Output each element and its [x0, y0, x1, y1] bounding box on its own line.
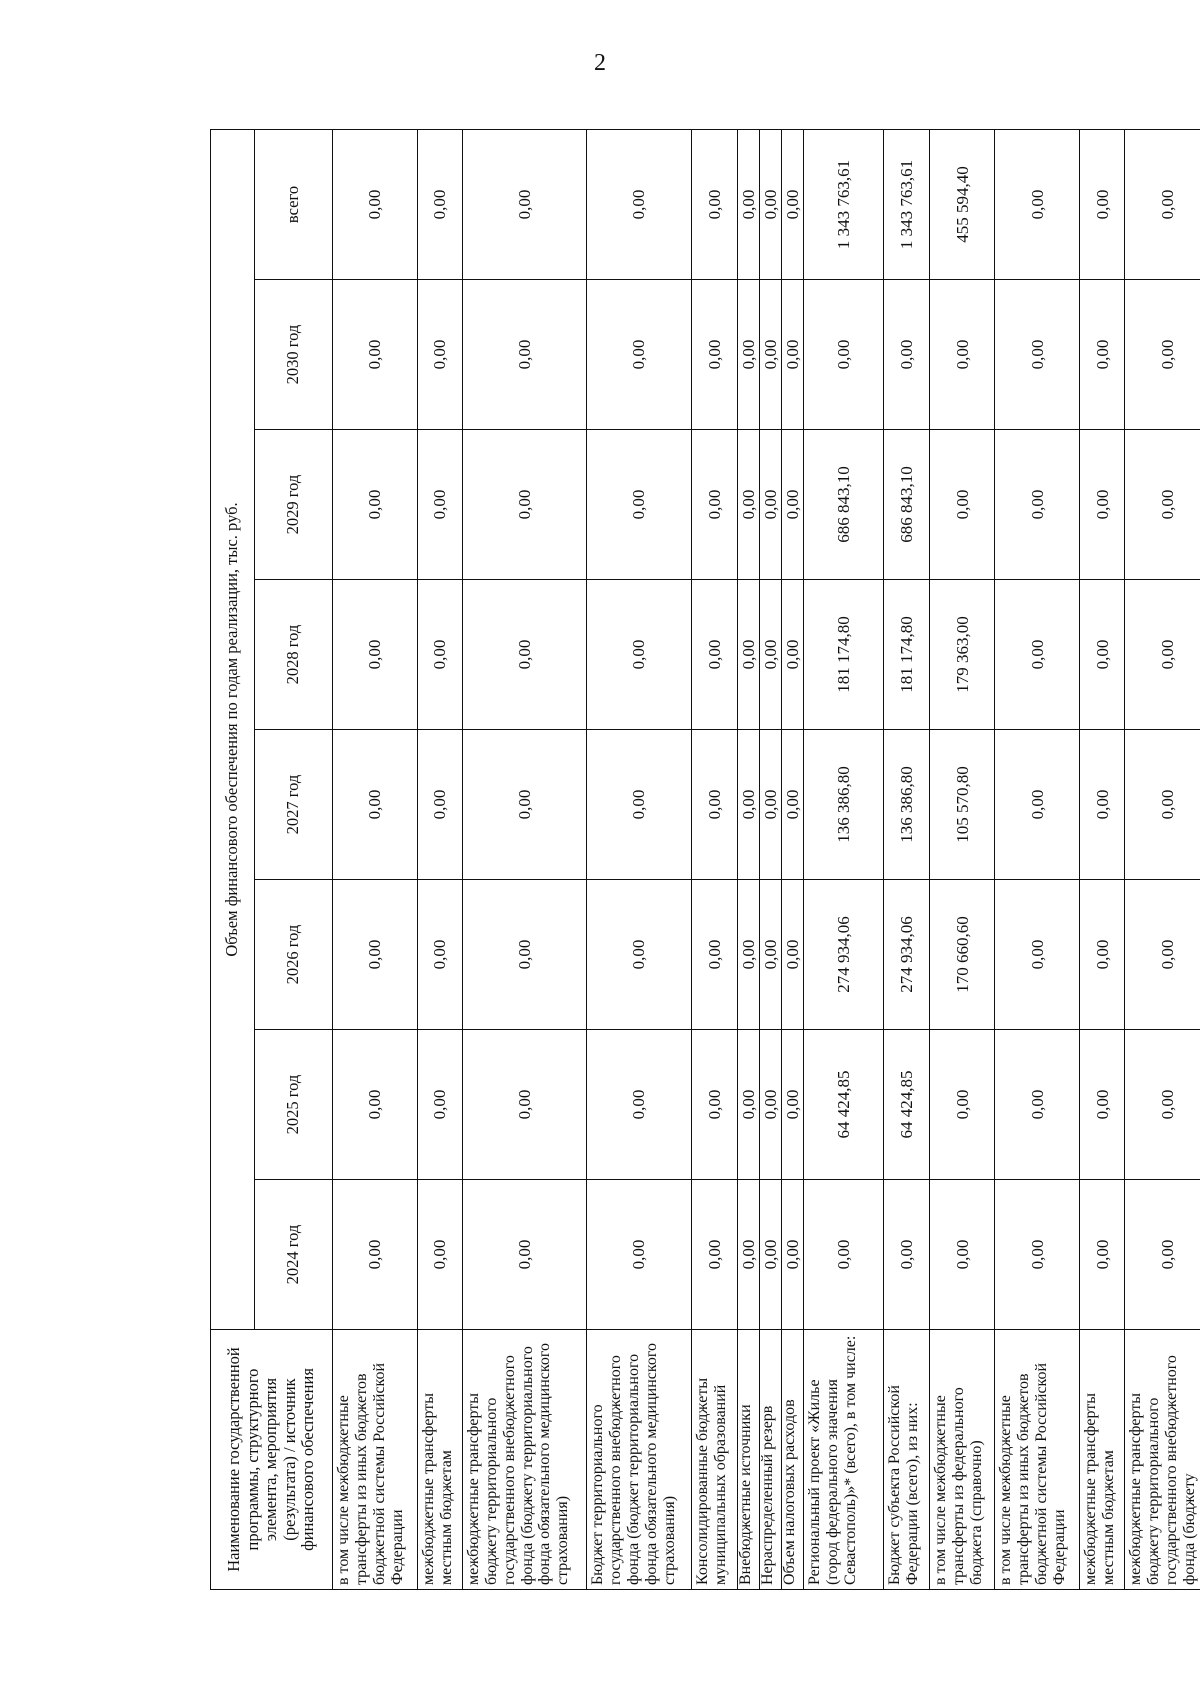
cell-total: 0,00 — [1080, 130, 1125, 280]
cell-value: 0,00 — [691, 730, 737, 880]
header-year: 2030 год — [255, 280, 333, 430]
cell-value: 0,00 — [587, 430, 692, 580]
cell-total: 0,00 — [417, 130, 462, 280]
cell-value: 0,00 — [587, 880, 692, 1030]
cell-value: 0,00 — [995, 880, 1080, 1030]
cell-value: 0,00 — [417, 430, 462, 580]
cell-value: 0,00 — [930, 1180, 995, 1330]
header-year: 2029 год — [255, 430, 333, 580]
table-row — [884, 130, 930, 1590]
rotated-table-container — [210, 130, 1200, 1590]
cell-value: 0,00 — [462, 1180, 586, 1330]
header-total: всего — [255, 130, 333, 280]
cell-value: 0,00 — [782, 1180, 804, 1330]
table-row — [691, 130, 737, 1590]
row-label: в том числе межбюджетные трансферты из иных бюджетов бюджетной системы Российской Федерации — [333, 1330, 418, 1590]
row-label: в том числе межбюджетные трансферты из федерального бюджета (справочно) — [930, 1330, 995, 1590]
cell-value: 0,00 — [417, 280, 462, 430]
table-row — [333, 130, 418, 1590]
cell-value: 0,00 — [1125, 580, 1200, 730]
cell-value: 0,00 — [782, 730, 804, 880]
cell-value: 181 174,80 — [884, 580, 930, 730]
cell-value: 0,00 — [738, 580, 760, 730]
cell-value: 0,00 — [1125, 430, 1200, 580]
table-row — [1080, 130, 1125, 1590]
cell-total: 455 594,40 — [930, 130, 995, 280]
row-label: Бюджет территориального государственного внебюджетного фонда (бюджет территориального фонда обязательного медицинского страхования) — [587, 1330, 692, 1590]
row-label: Внебюджетные источники — [738, 1330, 760, 1590]
cell-value: 0,00 — [1125, 880, 1200, 1030]
table-row — [995, 130, 1080, 1590]
cell-value: 0,00 — [333, 580, 418, 730]
cell-value: 0,00 — [417, 880, 462, 1030]
cell-value: 0,00 — [462, 580, 586, 730]
cell-value: 0,00 — [1080, 580, 1125, 730]
cell-value: 0,00 — [1080, 730, 1125, 880]
row-label: Объем налоговых расходов — [782, 1330, 804, 1590]
cell-value: 136 386,80 — [884, 730, 930, 880]
cell-total: 0,00 — [462, 130, 586, 280]
row-label: Бюджет субъекта Российской Федерации (всего), из них: — [884, 1330, 930, 1590]
cell-value: 0,00 — [738, 730, 760, 880]
cell-total: 0,00 — [333, 130, 418, 280]
cell-value: 64 424,85 — [804, 1030, 884, 1180]
row-label: Консолидированные бюджеты муниципальных образований — [691, 1330, 737, 1590]
page-number: 2 — [594, 50, 606, 76]
table-row — [587, 130, 692, 1590]
cell-value: 0,00 — [884, 1180, 930, 1330]
cell-value: 0,00 — [333, 430, 418, 580]
row-label: межбюджетные трансферты бюджету территориального государственного внебюджетного фонда (бюджету — [1125, 1330, 1200, 1590]
cell-value: 64 424,85 — [884, 1030, 930, 1180]
cell-value: 0,00 — [738, 1180, 760, 1330]
cell-value: 0,00 — [804, 280, 884, 430]
cell-value: 0,00 — [1080, 280, 1125, 430]
cell-value: 0,00 — [587, 1180, 692, 1330]
cell-value: 0,00 — [691, 880, 737, 1030]
cell-value: 0,00 — [995, 430, 1080, 580]
cell-value: 0,00 — [738, 880, 760, 1030]
table-row — [930, 130, 995, 1590]
cell-total: 0,00 — [738, 130, 760, 280]
cell-value: 0,00 — [333, 1180, 418, 1330]
row-label: Нераспределенный резерв — [760, 1330, 782, 1590]
row-label: межбюджетные трансферты бюджету территориального государственного внебюджетного фонда (бюджету территориального фонда обязательного медицинского страхования) — [462, 1330, 586, 1590]
cell-value: 0,00 — [760, 730, 782, 880]
cell-value: 0,00 — [738, 430, 760, 580]
cell-value: 0,00 — [333, 880, 418, 1030]
cell-value: 0,00 — [782, 280, 804, 430]
cell-value: 0,00 — [782, 580, 804, 730]
cell-value: 0,00 — [804, 1180, 884, 1330]
cell-value: 179 363,00 — [930, 580, 995, 730]
table-row — [760, 130, 782, 1590]
cell-value: 0,00 — [462, 730, 586, 880]
cell-value: 0,00 — [691, 1030, 737, 1180]
table-row — [417, 130, 462, 1590]
header-financing-group: Объем финансового обеспечения по годам реализации, тыс. руб. — [211, 130, 255, 1330]
table-row — [804, 130, 884, 1590]
header-year: 2024 год — [255, 1180, 333, 1330]
cell-value: 136 386,80 — [804, 730, 884, 880]
cell-value: 0,00 — [462, 430, 586, 580]
cell-value: 0,00 — [760, 280, 782, 430]
cell-value: 0,00 — [587, 280, 692, 430]
cell-value: 0,00 — [587, 1030, 692, 1180]
cell-value: 181 174,80 — [804, 580, 884, 730]
cell-value: 0,00 — [417, 1180, 462, 1330]
cell-value: 0,00 — [1080, 880, 1125, 1030]
cell-value: 0,00 — [884, 280, 930, 430]
cell-value: 0,00 — [691, 280, 737, 430]
header-year: 2027 год — [255, 730, 333, 880]
cell-value: 0,00 — [333, 1030, 418, 1180]
cell-value: 0,00 — [1080, 1180, 1125, 1330]
cell-total: 1 343 763,61 — [804, 130, 884, 280]
row-label: межбюджетные трансферты местным бюджетам — [417, 1330, 462, 1590]
cell-value: 0,00 — [738, 1030, 760, 1180]
table-row — [738, 130, 760, 1590]
cell-value: 0,00 — [1080, 430, 1125, 580]
header-name-column: Наименование государственной программы, структурного элемента, мероприятия (результата) / источник финансового обеспечения — [211, 1330, 333, 1590]
cell-value: 0,00 — [417, 1030, 462, 1180]
cell-total: 0,00 — [691, 130, 737, 280]
header-year: 2025 год — [255, 1030, 333, 1180]
cell-value: 0,00 — [760, 1180, 782, 1330]
table-row — [782, 130, 804, 1590]
cell-total: 1 343 763,61 — [884, 130, 930, 280]
cell-value: 0,00 — [1125, 1030, 1200, 1180]
header-year: 2028 год — [255, 580, 333, 730]
cell-value: 0,00 — [1125, 280, 1200, 430]
row-label: Региональный проект «Жилье (город федерального значения Севастополь)»* (всего), в том числе: — [804, 1330, 884, 1590]
cell-total: 0,00 — [760, 130, 782, 280]
cell-value: 0,00 — [995, 1180, 1080, 1330]
cell-value: 686 843,10 — [884, 430, 930, 580]
cell-value: 0,00 — [930, 1030, 995, 1180]
cell-value: 0,00 — [691, 430, 737, 580]
header-year: 2026 год — [255, 880, 333, 1030]
cell-value: 0,00 — [462, 1030, 586, 1180]
cell-value: 686 843,10 — [804, 430, 884, 580]
cell-value: 0,00 — [462, 880, 586, 1030]
table-row — [1125, 130, 1200, 1590]
cell-value: 0,00 — [782, 880, 804, 1030]
cell-value: 0,00 — [417, 730, 462, 880]
cell-value: 0,00 — [760, 1030, 782, 1180]
cell-value: 0,00 — [760, 430, 782, 580]
cell-value: 0,00 — [587, 730, 692, 880]
cell-value: 0,00 — [995, 1030, 1080, 1180]
cell-value: 0,00 — [417, 580, 462, 730]
cell-value: 0,00 — [995, 280, 1080, 430]
cell-value: 0,00 — [760, 880, 782, 1030]
cell-value: 0,00 — [333, 730, 418, 880]
cell-value: 0,00 — [782, 430, 804, 580]
cell-value: 274 934,06 — [804, 880, 884, 1030]
cell-value: 0,00 — [691, 1180, 737, 1330]
cell-value: 0,00 — [995, 580, 1080, 730]
cell-value: 0,00 — [760, 580, 782, 730]
table-body — [333, 130, 1200, 1590]
cell-value: 0,00 — [691, 580, 737, 730]
cell-total: 0,00 — [782, 130, 804, 280]
cell-value: 274 934,06 — [884, 880, 930, 1030]
cell-value: 0,00 — [333, 280, 418, 430]
cell-value: 0,00 — [738, 280, 760, 430]
cell-value: 0,00 — [1125, 1180, 1200, 1330]
cell-value: 105 570,80 — [930, 730, 995, 880]
cell-value: 0,00 — [995, 730, 1080, 880]
cell-value: 0,00 — [1125, 730, 1200, 880]
financing-table — [210, 129, 1200, 1590]
cell-value: 0,00 — [587, 580, 692, 730]
cell-total: 0,00 — [1125, 130, 1200, 280]
cell-value: 0,00 — [782, 1030, 804, 1180]
cell-value: 0,00 — [930, 430, 995, 580]
row-label: в том числе межбюджетные трансферты из иных бюджетов бюджетной системы Российской Федерации — [995, 1330, 1080, 1590]
table-row — [462, 130, 586, 1590]
cell-value: 170 660,60 — [930, 880, 995, 1030]
cell-total: 0,00 — [587, 130, 692, 280]
row-label: межбюджетные трансферты местным бюджетам — [1080, 1330, 1125, 1590]
cell-value: 0,00 — [930, 280, 995, 430]
cell-value: 0,00 — [462, 280, 586, 430]
cell-total: 0,00 — [995, 130, 1080, 280]
cell-value: 0,00 — [1080, 1030, 1125, 1180]
